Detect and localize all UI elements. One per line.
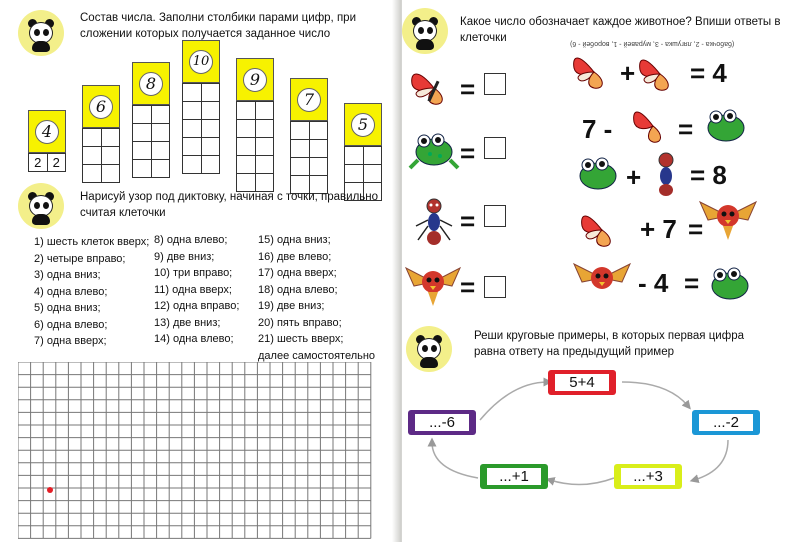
number-column [82, 85, 120, 183]
loop-expression: ...+3 [621, 468, 675, 485]
column-cells[interactable] [28, 153, 66, 172]
number-column [290, 78, 328, 194]
answer-box-frog[interactable] [484, 137, 506, 159]
dictation-step: 15) одна вниз; [258, 234, 331, 246]
dictation-step: 9) две вниз; [154, 250, 215, 263]
cell[interactable]: 2 [48, 154, 67, 172]
loop-expression: ...-2 [699, 414, 753, 431]
loop-box-left[interactable] [408, 410, 476, 435]
start-dot [47, 487, 53, 493]
equals-sign: = [460, 74, 476, 104]
column-cells[interactable] [182, 83, 220, 174]
butterfly-icon [570, 50, 618, 92]
column-number: 8 [139, 72, 163, 96]
equals-sign: = [460, 206, 476, 236]
butterfly-icon [578, 208, 626, 250]
drawing-grid[interactable] [18, 362, 378, 542]
ant-icon [646, 150, 686, 198]
dictation-step: 6) одна влево; [34, 318, 108, 331]
panda-icon [18, 183, 64, 229]
dictation-column-1 [34, 234, 149, 350]
equation-2-left: 7 - [582, 114, 613, 144]
loop-expression: ...+1 [487, 468, 541, 485]
answer-box-butterfly[interactable] [484, 73, 506, 95]
upside-down-answer-key: (бабочка - 2, лягушка - 3, муравей - 1, воробей - 6) [570, 40, 735, 47]
dictation-step: 5) одна вниз; [34, 302, 101, 314]
task4-instruction: Реши круговые примеры, в которых первая цифра равна ответу на предыдущий пример [474, 330, 744, 358]
panda-icon [18, 10, 64, 56]
dictation-step: 1) шесть клеток вверх; [34, 236, 150, 248]
dictation-step: 11) одна вверх; [154, 283, 232, 296]
column-number: 6 [89, 95, 113, 119]
column-cells[interactable] [236, 101, 274, 192]
task2-instruction: Нарисуй узор под диктовку, начиная с точки, правильно считая клеточки [80, 191, 379, 219]
equals-sign: = [684, 268, 700, 298]
frog-icon [408, 128, 460, 174]
task1-instruction: Состав числа. Заполни столбики парами цифр, при сложении которых получается заданное число [80, 12, 356, 40]
equation-3-result: = 8 [690, 160, 727, 190]
cell[interactable]: 2 [29, 154, 48, 172]
dictation-step: 12) одна вправо; [154, 300, 240, 312]
dictation-step: 4) одна влево; [34, 285, 108, 298]
equation-5-op: - 4 [638, 268, 669, 298]
column-number: 7 [297, 88, 321, 112]
dictation-step: 18) одна влево; [258, 283, 338, 296]
dictation-step: 13) две вниз; [154, 316, 221, 329]
column-cells[interactable] [290, 121, 328, 194]
dictation-step: 19) две вниз; [258, 300, 325, 312]
loop-box-bottom-left[interactable] [480, 464, 548, 489]
dictation-step: далее самостоятельно [258, 349, 376, 362]
column-number: 5 [351, 113, 375, 137]
butterfly-icon [630, 104, 676, 146]
number-column [132, 62, 170, 178]
column-cells[interactable] [132, 105, 170, 178]
bird-icon [572, 258, 632, 304]
frog-icon [704, 262, 756, 306]
column-cells[interactable] [82, 128, 120, 183]
right-page [402, 0, 800, 542]
butterfly-icon [636, 52, 684, 94]
bird-icon [698, 196, 758, 242]
dictation-step: 7) одна вверх; [34, 335, 107, 347]
number-column [182, 40, 220, 174]
loop-box-top [548, 370, 616, 395]
frog-icon [572, 152, 624, 196]
dictation-column-3 [258, 232, 375, 364]
answer-box-ant[interactable] [484, 205, 506, 227]
task3-instruction: Какое число обозначает каждое животное? Впиши ответы в клеточки [460, 16, 781, 44]
equation-1-result: = 4 [690, 58, 727, 88]
butterfly-icon [408, 66, 460, 108]
loop-expression: 5+4 [555, 374, 609, 391]
number-column [344, 103, 382, 201]
left-page [0, 0, 398, 542]
equation-4-op: + 7 [640, 214, 677, 244]
panda-icon [402, 8, 448, 54]
dictation-step: 17) одна вверх; [258, 267, 337, 279]
dictation-step: 20) пять вправо; [258, 316, 342, 329]
bird-icon [404, 262, 462, 308]
result-value: 8 [712, 160, 727, 190]
answer-box-bird[interactable] [484, 276, 506, 298]
number-column [236, 58, 274, 192]
loop-expression: ...-6 [415, 414, 469, 431]
dictation-step: 8) одна влево; [154, 234, 228, 246]
dictation-step: 10) три вправо; [154, 267, 233, 279]
loop-box-right[interactable] [692, 410, 760, 435]
dictation-step: 21) шесть вверх; [258, 333, 344, 345]
frog-icon [700, 104, 752, 148]
column-number: 10 [189, 50, 213, 74]
result-value: 4 [712, 58, 727, 88]
ant-icon [412, 196, 456, 248]
plus-sign: + [626, 162, 642, 192]
number-column [28, 110, 66, 172]
dictation-step: 14) одна влево; [154, 333, 234, 345]
equals-sign: = [678, 114, 694, 144]
plus-sign: + [620, 58, 636, 88]
dictation-step: 3) одна вниз; [34, 269, 101, 281]
equals-sign: = [688, 214, 704, 244]
equals-sign: = [460, 138, 476, 168]
dictation-column-2 [154, 232, 239, 348]
dictation-step: 2) четыре вправо; [34, 252, 126, 265]
loop-box-bottom-right[interactable] [614, 464, 682, 489]
column-number: 9 [243, 68, 267, 92]
column-number: 4 [35, 120, 59, 144]
equals-sign: = [460, 272, 476, 302]
dictation-step: 16) две влево; [258, 250, 332, 263]
